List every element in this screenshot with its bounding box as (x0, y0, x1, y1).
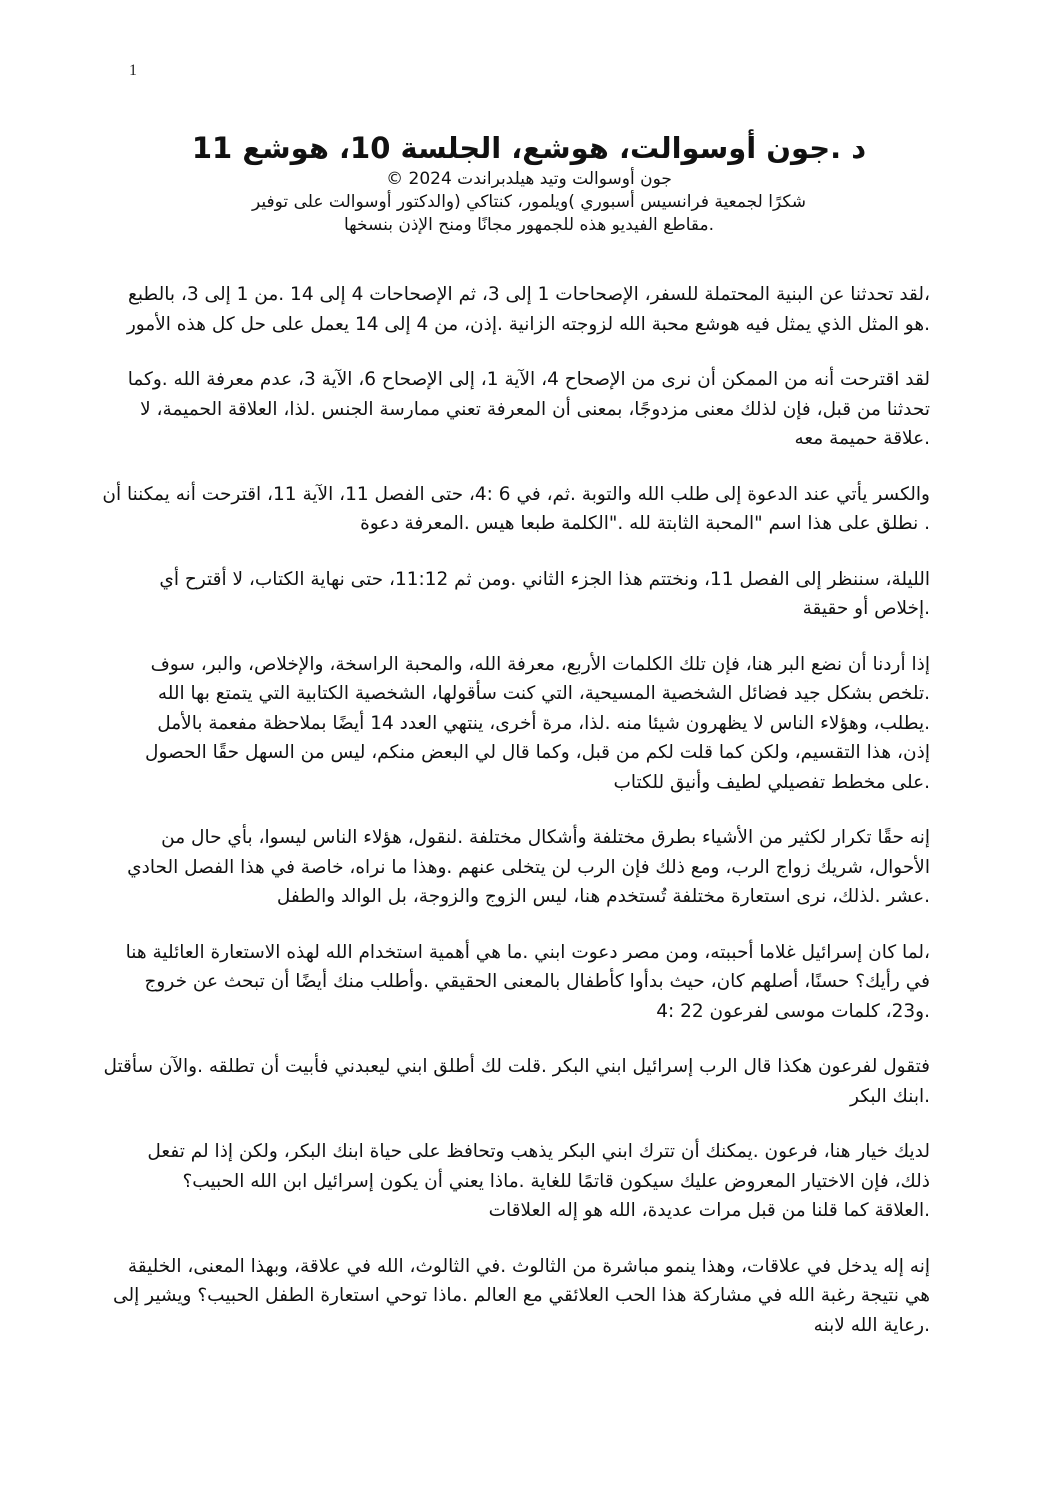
paragraph-line: لديك خيار هنا، فرعون .يمكنك أن تترك ابني البكر يذهب وتحافظ على حياة ابنك البكر، ولكن إذا لم تفعل (147, 1141, 930, 1162)
copyright-line: جون أوسوالت وتيد هيلدبراندت 2024 © (386, 169, 672, 189)
paragraph-line: تحدثنا من قبل، فإن لذلك معنى مزدوجًا، بمعنى أن المعرفة تعني ممارسة الجنس .لذا، العلاقة الحميمة، لا (140, 398, 930, 420)
paragraph-line: ،لقد تحدثنا عن البنية المحتملة للسفر، الإصحاحات 1 إلى 3، ثم الإصحاحات 4 إلى 14 .من 1 إلى 3، بالطبع (127, 284, 930, 305)
paragraph-line: .علاقة حميمة معه (794, 428, 930, 449)
paragraph-line: فتقول لفرعون هكذا قال الرب إسرائيل ابني البكر .قلت لك أطلق ابني ليعبدني فأبيت أن تطلقه .والآن سأقتل (103, 1056, 930, 1077)
document-title: د .جون أوسوالت، هوشع، الجلسة 10، هوشع 11 (191, 131, 867, 165)
paragraph-line: .على مخطط تفصيلي لطيف وأنيق للكتاب (613, 771, 930, 793)
document-body (102, 280, 930, 1366)
paragraph (102, 480, 930, 539)
paragraph-line: الليلة، سننظر إلى الفصل 11، ونختتم هذا الجزء الثاني .ومن ثم 11:12، حتى نهاية الكتاب، لا أقترح أي (159, 568, 930, 590)
paragraph-line: في رأيك؟ حسنًا، أصلهم كان، حيث بدأوا كأطفال بالمعنى الحقيقي .وأطلب منك أيضًا أن تبحث عن خروج (144, 971, 930, 992)
page-number: 1 (129, 62, 137, 79)
paragraph-line: ،لما كان إسرائيل غلاما أحببته، ومن مصر دعوت ابني .ما هي أهمية استخدام الله لهذه الاستعارة العائلية هنا (125, 941, 930, 963)
paragraph (132, 1137, 930, 1226)
paragraph (113, 1252, 930, 1341)
paragraph-line: .رعاية الله لابنه (813, 1314, 930, 1336)
paragraph-line: .تلخص بشكل جيد فضائل الشخصية المسيحية، التي كنت سأقولها، الشخصية الكتابية التي يتمتع بها الله (157, 683, 930, 704)
paragraph (126, 280, 930, 339)
paragraph (103, 1052, 930, 1111)
document-header (130, 128, 928, 237)
paragraph (132, 565, 930, 624)
paragraph (132, 650, 930, 798)
paragraph-line: .العلاقة كما قلنا من قبل مرات عديدة، الله هو إله العلاقات (488, 1200, 930, 1221)
paragraph-line: ذلك، فإن الاختيار المعروض عليك سيكون قاتمًا للغاية .ماذا يعني أن يكون إسرائيل ابن الله الحبيب؟ (182, 1170, 930, 1192)
paragraph-line: لقد اقترحت أنه من الممكن أن نرى من الإصحاح 4، الآية 1، إلى الإصحاح 6، الآية 3، عدم معرفة الله .وكما (127, 369, 930, 390)
paragraph-line: .هو المثل الذي يمثل فيه هوشع محبة الله لزوجته الزانية .إذن، من 4 إلى 14 يعمل على حل كل هذه الأمور (126, 313, 930, 335)
paragraph-line: .يطلب، وهؤلاء الناس لا يظهرون شيئا منه .لذا، مرة أخرى، ينتهي العدد 14 أيضًا بملاحظة مفعمة بالأمل (157, 712, 930, 734)
paragraph-line: إذا أردنا أن نضع البر هنا، فإن تلك الكلمات الأربع، معرفة الله، والمحبة الراسخة، والإخلاص، والبر، سوف (150, 653, 930, 675)
paragraph-line: .و23، كلمات موسى لفرعون 22 :4 (656, 1000, 930, 1022)
paragraph-line: .ابنك البكر (849, 1085, 930, 1107)
paragraph-line: والكسر يأتي عند الدعوة إلى طلب الله والتوبة .ثم، في 6 :4، حتى الفصل 11، الآية 11، اقترحت أنه يمكننا أن (102, 483, 930, 505)
paragraph-line: إنه إله يدخل في علاقات، وهذا ينمو مباشرة من الثالوث .في الثالوث، الله في علاقة، وبهذا المعنى، الخليقة (127, 1255, 930, 1277)
paragraph (127, 823, 930, 912)
paragraph (127, 365, 930, 454)
paragraph-line: الأحوال، شريك زواج الرب، ومع ذلك فإن الرب لن يتخلى عنهم .وهذا ما نراه، خاصة في هذا الفصل الحادي (127, 856, 930, 878)
paragraph-line: إنه حقًا تكرار لكثير من الأشياء بطرق مختلفة وأشكال مختلفة .لنقول، هؤلاء الناس ليسوا، بأي حال من (161, 827, 930, 848)
credit-line-2: .مقاطع الفيديو هذه للجمهور مجانًا ومنح الإذن بنسخها (343, 215, 715, 235)
paragraph (125, 938, 930, 1027)
paragraph-line: هي نتيجة رغبة الله في مشاركة هذا الحب العلائقي مع العالم .ماذا توحي استعارة الطفل الحبيب؟ ويشير إلى (113, 1285, 930, 1306)
paragraph-line: . نطلق على هذا اسم "المحبة الثابتة لله ."الكلمة طبعا هيس .المعرفة دعوة (360, 513, 930, 534)
credit-line-1: شكرًا لجمعية فرانسيس أسبوري )ويلمور، كنتاكي (والدكتور أوسوالت على توفير (252, 192, 806, 212)
paragraph-line: .إخلاص أو حقيقة (802, 598, 930, 619)
paragraph-line: .عشر .لذلك، نرى استعارة مختلفة تُستخدم هنا، ليس الزوج والزوجة، بل الوالد والطفل (276, 886, 930, 907)
paragraph-line: إذن، هذا التقسيم، ولكن كما قلت لكم من قبل، وكما قال لي البعض منكم، ليس من السهل حقًا الحصول (145, 742, 930, 763)
